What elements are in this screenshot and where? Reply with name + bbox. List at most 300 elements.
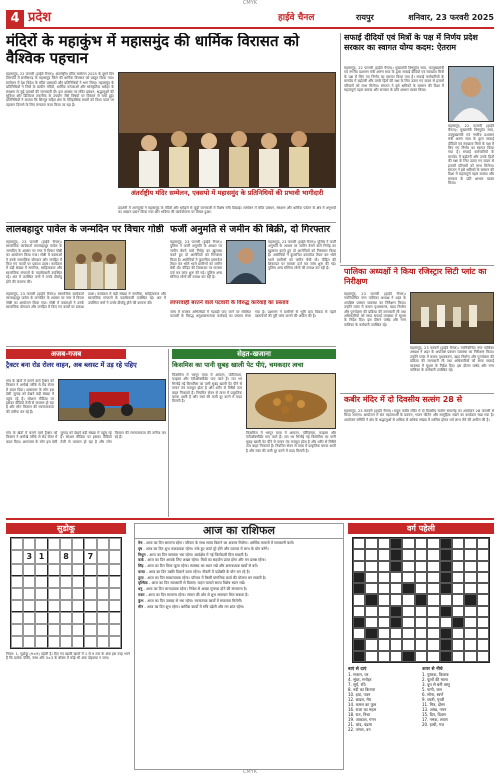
- crossword-cell[interactable]: [390, 628, 402, 639]
- sudoku-cell[interactable]: [35, 576, 47, 588]
- crossword-clue: 7. सूर्य, रवि: [348, 682, 366, 687]
- right-bottom-body: [344, 409, 494, 461]
- rashi-sign: वृष: [138, 546, 143, 551]
- rashi-item: कन्या - आज का दिन उन्नति दिलाने वाला रहेगा। नौकरी में पदोन्नति के योग बन रहे हैं।: [138, 569, 250, 574]
- crossword-cell[interactable]: [378, 617, 390, 628]
- crossword-block: [440, 651, 452, 662]
- crossword-cell[interactable]: [477, 606, 489, 617]
- crossword-block: [365, 594, 377, 605]
- crossword-cell[interactable]: [477, 572, 489, 583]
- crossword-block: [440, 606, 452, 617]
- crossword-clue: 9. धरती, पृथ्वी: [422, 697, 445, 702]
- crossword-cell[interactable]: [390, 583, 402, 594]
- rashi-sign: कन्या: [138, 569, 146, 574]
- sudoku-cell[interactable]: [84, 538, 96, 550]
- sudoku-cell[interactable]: [35, 600, 47, 612]
- rashi-item: धनु - आज का दिन लाभदायक रहेगा। निवेश से अच्छा मुनाफा होने की संभावना है।: [138, 587, 248, 592]
- crossword-block: [440, 639, 452, 650]
- portrait-image: [449, 67, 493, 121]
- sudoku-cell[interactable]: [97, 538, 109, 550]
- crossword-block: [390, 549, 402, 560]
- print-mark-bottom: CMYK: [242, 769, 258, 775]
- right-top-body-text: महासमुंद, 22 फरवरी (हाईवे चैनल)। मुख्यमंत्री विष्णुदेव साय, उपमुख्यमंत्री एवं नगरीय प्रशासन मंत्री अरुण साव के द्वारा सफाई दीदियों एवं स्वच्छता मित्रों के पक्ष में लिए गए निर्णय का स्वागत किया गया है। सफाई कर्मचारियों के मानदेय में बढ़ोतरी और उनके हितों की रक्षा के लिए उठाए गए कदम से हजारों परिवारों को लाभ मिलेगा। संगठन ने इसे श्रमिकों के सम्मान की दिशा में महत्वपूर्ण पहल बताया और सरकार के प्रति आभार व्यक्त किया।: [344, 66, 444, 93]
- crossword-cell[interactable]: [464, 651, 476, 662]
- crossword-cell[interactable]: [452, 572, 464, 583]
- crossword-cell[interactable]: [477, 594, 489, 605]
- sudoku-cell[interactable]: [35, 612, 47, 624]
- rashi-text: आज का दिन लाभदायक रहेगा। निवेश से अच्छा मुनाफा होने की संभावना है।: [146, 587, 248, 592]
- crossword-cell[interactable]: [353, 594, 365, 605]
- crossword-cell[interactable]: [378, 639, 390, 650]
- crossword-cell[interactable]: [390, 639, 402, 650]
- crossword-cell[interactable]: [353, 628, 365, 639]
- sudoku-cell[interactable]: [60, 588, 72, 600]
- crossword-cell[interactable]: [477, 538, 489, 549]
- crossword-cell[interactable]: [378, 572, 390, 583]
- sudoku-cell[interactable]: [11, 612, 23, 624]
- sudoku-cell[interactable]: [48, 538, 60, 550]
- sudoku-cell[interactable]: [109, 550, 121, 565]
- sudoku-cell[interactable]: [97, 612, 109, 624]
- sudoku-cell[interactable]: [23, 612, 35, 624]
- crossword-block: [415, 594, 427, 605]
- sudoku-cell[interactable]: [84, 612, 96, 624]
- crossword-cell[interactable]: [427, 639, 439, 650]
- crossword-cell[interactable]: [365, 549, 377, 560]
- crossword-cell[interactable]: [427, 617, 439, 628]
- sudoku-cell[interactable]: [35, 564, 47, 576]
- crossword-cell[interactable]: [464, 617, 476, 628]
- crossword-cell[interactable]: [452, 628, 464, 639]
- crossword-cell[interactable]: [415, 549, 427, 560]
- page-header: [6, 9, 494, 29]
- crossword-cell[interactable]: [464, 583, 476, 594]
- land-sub-body-text: जांच में राजस्व अभिलेखों में गड़बड़ी पाए जाने पर संबंधित पटवारी के विरुद्ध अनुशासनात्मक कार्रवाई का प्रस्ताव भेजा गया है। प्रशासन ने ग्रामीणों से भूमि क्रय विक्रय से पहले दस्तावेजों की पूरी जांच कराने की अपील की है।: [170, 310, 336, 319]
- crossword-block: [353, 651, 365, 662]
- land-body-left: [170, 240, 222, 298]
- sudoku-cell[interactable]: [60, 612, 72, 624]
- rashi-sign: मिथुन: [138, 552, 146, 557]
- section-divider-right: [340, 265, 494, 266]
- crossword-cell[interactable]: [378, 538, 390, 549]
- crossword-clue: 11. मित्र, दोस्त: [422, 702, 445, 707]
- sudoku-cell[interactable]: [109, 576, 121, 588]
- crossword-cell[interactable]: [365, 538, 377, 549]
- down-title: ऊपर से नीचे: [422, 667, 443, 672]
- crossword-block: [390, 617, 402, 628]
- crossword-cell[interactable]: [427, 538, 439, 549]
- newspaper-brand: हाईवे चैनल: [278, 13, 315, 23]
- section-divider-right-2: [340, 393, 494, 394]
- rashi-item: कुंभ - आज का दिन उत्साह से भरा रहेगा। रचनात्मक कार्यों में सफलता मिलेगी।: [138, 598, 243, 603]
- crossword-clue: 5. पानी, जल: [422, 687, 442, 692]
- right-mid-headline: पालिका अध्यक्षों ने किया रजिस्ट्रार सिटी प्लांट का निरीक्षण: [344, 267, 487, 286]
- rashi-text: आज का दिन सकारात्मक रहेगा। परिवार में किसी मांगलिक कार्य की योजना बन सकती है।: [147, 575, 267, 580]
- ajab-tag: अजब-गजब: [6, 349, 126, 359]
- lal-body-top-text: महासमुंद, 23 फरवरी (हाईवे चैनल)। सामाजिक कार्यकर्ता लालबहादुर पावेल के जन्मदिन के अवसर पर नगर में विचार गोष्ठी का आयोजन किया गया। गोष्ठी में वक्ताओं ने उनके सामाजिक योगदान और जनहित में किए गए कार्यों पर प्रकाश डाला। कार्यक्रम में बड़ी संख्या में नागरिक, साहित्यकार और सामाजिक संगठनों के पदाधिकारी उपस्थित रहे। अंत में उपस्थित जनों ने उनके दीर्घायु होने की कामना की।: [6, 240, 62, 284]
- sudoku-cell[interactable]: [72, 588, 84, 600]
- rashi-text: आज का दिन आपके लिए अच्छा रहेगा। मित्रों का सहयोग प्राप्त होगा और मन प्रसन्न रहेगा।: [147, 558, 266, 563]
- crossword-cell[interactable]: [390, 651, 402, 662]
- rashi-text: आज का दिन सामान्य रहेगा। संतान की ओर से शुभ समाचार मिल सकता है।: [148, 593, 249, 598]
- sudoku-cell[interactable]: [11, 538, 23, 550]
- sudoku-cell[interactable]: [48, 550, 60, 565]
- crossword-cell[interactable]: [452, 594, 464, 605]
- crossword-cell[interactable]: [427, 606, 439, 617]
- sudoku-cell[interactable]: [60, 636, 72, 648]
- sudoku-cell[interactable]: [11, 600, 23, 612]
- sudoku-cell[interactable]: 1: [35, 550, 47, 565]
- sudoku-cell[interactable]: [11, 576, 23, 588]
- crossword-clue: 15. दिन, दिवस: [422, 712, 446, 717]
- crossword-cell[interactable]: [427, 651, 439, 662]
- land-body-left-text: महासमुंद, 23 फरवरी (हाईवे चैनल)। पुलिस ने फर्जी अनुमति के आधार पर जमीन बेचने वाले गिरोह का खुलासा करते हुए दो आरोपियों को गिरफ्तार किया है। आरोपियों ने कूटरचित दस्तावेज तैयार कर भोले भाले ग्रामीणों को जमीन बेची थी। पीड़ित की शिकायत पर मामला दर्ज कर जांच शुरू की गई। पुलिस अन्य संलिप्त लोगों की तलाश कर रही है।: [170, 240, 222, 280]
- across-clue-list: [348, 672, 420, 732]
- sudoku-cell[interactable]: [72, 600, 84, 612]
- crossword-cell[interactable]: [353, 549, 365, 560]
- crossword-block: [440, 583, 452, 594]
- crossword-cell[interactable]: [415, 538, 427, 549]
- crossword-block: [353, 583, 365, 594]
- sudoku-cell[interactable]: [23, 624, 35, 636]
- sudoku-cell[interactable]: [72, 624, 84, 636]
- right-top-body-cont: [448, 124, 494, 262]
- crossword-cell[interactable]: [415, 561, 427, 572]
- sudoku-cell[interactable]: [97, 624, 109, 636]
- sudoku-cell[interactable]: 7: [84, 550, 96, 565]
- sudoku-cell[interactable]: [11, 564, 23, 576]
- land-photo-image: [227, 241, 265, 283]
- crossword-cell[interactable]: [452, 651, 464, 662]
- lead-body-text: महासमुंद, 22 फरवरी (हाईवे चैनल)। अंतर्राष्ट्रीय मंदिर सम्मेलन 2025 के दूसरे दिन तिरुपति में छत्तीसगढ़ के महासमुंद जिले की धार्मिक विरासत को प्रस्तुत किया गया। सम्मेलन में देश विदेश के मंदिर प्रबंधकों और प्रतिनिधियों ने भाग लिया। महासमुंद के प्रतिनिधियों ने जिले के प्राचीन मंदिरों, धार्मिक परंपराओं और सांस्कृतिक धरोहर के संरक्षण से जुड़े प्रयासों की जानकारी दी। इस अवसर पर मंदिर प्रबंधन, श्रद्धालुओं की सुविधा और डिजिटल तकनीक के उपयोग जैसे विषयों पर विस्तार से चर्चा हुई। प्रतिनिधियों ने बताया कि सिरपुर सहित क्षेत्र के ऐतिहासिक स्थलों को विश्व पटल पर पहचान दिलाने के लिए लगातार काम किया जा रहा है।: [6, 72, 114, 107]
- crossword-block: [402, 651, 414, 662]
- lal-body-text: महासमुंद, 23 फरवरी (हाईवे चैनल)। सामाजिक कार्यकर्ता लालबहादुर पावेल के जन्मदिन के अवसर पर नगर में विचार गोष्ठी का आयोजन किया गया। गोष्ठी में वक्ताओं ने उनके सामाजिक योगदान और जनहित में किए गए कार्यों पर प्रकाश डाला। कार्यक्रम में बड़ी संख्या में नागरिक, साहित्यकार और सामाजिक संगठनों के पदाधिकारी उपस्थित रहे। अंत में उपस्थित जनों ने उनके दीर्घायु होने की कामना की।: [6, 292, 166, 310]
- crossword-cell[interactable]: [427, 549, 439, 560]
- lead-photo-image: [119, 73, 335, 187]
- crossword-clue: 14. कमल का फूल: [348, 702, 377, 707]
- down-clues: [422, 666, 494, 770]
- page-number: 4: [6, 10, 24, 28]
- sudoku-cell[interactable]: [48, 612, 60, 624]
- crossword-cell[interactable]: [477, 549, 489, 560]
- sudoku-cell[interactable]: [72, 576, 84, 588]
- sudoku-title: सुडोकू: [6, 523, 126, 534]
- sudoku-cell[interactable]: [72, 550, 84, 565]
- sudoku-cell[interactable]: [109, 624, 121, 636]
- crossword-cell[interactable]: [415, 628, 427, 639]
- crossword-cell[interactable]: [378, 651, 390, 662]
- right-mid-body: [344, 292, 406, 390]
- sudoku-grid[interactable]: [10, 537, 122, 649]
- crossword-cell[interactable]: [378, 628, 390, 639]
- section-title: प्रदेश: [28, 10, 52, 25]
- crossword-cell[interactable]: [427, 583, 439, 594]
- rashi-text: आज का दिन शुभ रहेगा। धार्मिक कार्यों में रुचि बढ़ेगी और मन शांत रहेगा।: [146, 604, 245, 609]
- crossword-clue: 3. दूध से बनी वस्तु: [422, 682, 450, 687]
- crossword-cell[interactable]: [464, 538, 476, 549]
- crossword-cell[interactable]: [464, 606, 476, 617]
- crossword-clue: 4. सुंदर, मनोहर: [348, 677, 372, 682]
- right-mid-body-cont-text: महासमुंद, 23 फरवरी (हाईवे चैनल)। नवनिर्वाचित नगर पालिका अध्यक्ष ने शहर के अपशिष्ट प्रबंधन व्यवस्था का निरीक्षण किया। उन्होंने प्लांट में कचरा पृथक्करण, खाद निर्माण और पुनर्चक्रण की प्रक्रिया की जानकारी ली तथा अधिकारियों को साफ सफाई व्यवस्था में सुधार के निर्देश दिए। इस दौरान पार्षद और नगर पालिका के कर्मचारी उपस्थित रहे।: [410, 346, 494, 373]
- crossword-cell[interactable]: [452, 639, 464, 650]
- sudoku-cell[interactable]: [60, 576, 72, 588]
- crossword-block: [440, 572, 452, 583]
- crossword-cell[interactable]: [427, 594, 439, 605]
- crossword-cell[interactable]: [353, 561, 365, 572]
- sudoku-cell[interactable]: [35, 538, 47, 550]
- right-bottom-headline: कबीर मंदिर में दो दिवसीय सत्संग 28 से: [344, 395, 463, 404]
- crossword-cell[interactable]: [353, 538, 365, 549]
- crossword-cell[interactable]: [353, 606, 365, 617]
- crossword-cell[interactable]: [365, 561, 377, 572]
- sehat-tag: सेहत-खजाना: [172, 349, 336, 359]
- crossword-cell[interactable]: [378, 594, 390, 605]
- crossword-clue: 12. बादल, मेघ: [348, 697, 372, 702]
- crossword-cell[interactable]: [402, 594, 414, 605]
- crossword-cell[interactable]: [365, 651, 377, 662]
- sudoku-cell[interactable]: [35, 588, 47, 600]
- crossword-cell[interactable]: [402, 561, 414, 572]
- portrait-photo: [448, 66, 494, 122]
- crossword-title: वर्ग पहेली: [348, 523, 494, 534]
- crossword-cell[interactable]: [427, 561, 439, 572]
- sudoku-cell[interactable]: [84, 564, 96, 576]
- sudoku-cell[interactable]: [48, 636, 60, 648]
- sudoku-cell[interactable]: [11, 636, 23, 648]
- crossword-cell[interactable]: [415, 651, 427, 662]
- sudoku-cell[interactable]: [35, 624, 47, 636]
- crossword-cell[interactable]: [477, 583, 489, 594]
- rashifal-title: आज का राशिफल: [135, 524, 343, 539]
- crossword-cell[interactable]: [452, 583, 464, 594]
- sudoku-cell[interactable]: [72, 636, 84, 648]
- sudoku-cell[interactable]: [60, 538, 72, 550]
- sudoku-cell[interactable]: [48, 600, 60, 612]
- sudoku-cell[interactable]: [11, 550, 23, 565]
- sehat-body-right: [246, 431, 336, 513]
- ajab-body-left: [6, 379, 54, 429]
- sudoku-cell[interactable]: [23, 636, 35, 648]
- crossword-cell[interactable]: [402, 639, 414, 650]
- sudoku-cell[interactable]: [11, 588, 23, 600]
- crossword-cell[interactable]: [440, 617, 452, 628]
- crossword-cell[interactable]: [390, 594, 402, 605]
- sudoku-cell[interactable]: [48, 576, 60, 588]
- crossword-clue: 18. रात, निशा: [348, 712, 371, 717]
- land-subhead: लापरवाही बरतने वाले पटवारी के विरुद्ध कार्रवाई का प्रस्ताव: [170, 300, 289, 306]
- sudoku-cell[interactable]: [109, 538, 121, 550]
- ajab-body: [6, 431, 166, 513]
- crossword-clue: 8. नदी का किनारा: [348, 687, 376, 692]
- sudoku-cell[interactable]: [97, 636, 109, 648]
- sudoku-cell[interactable]: [84, 600, 96, 612]
- lead-body: [6, 72, 114, 218]
- crossword-clue: 17. नमक, लवण: [422, 717, 448, 722]
- crossword-clue: 16. राजा का महल: [348, 707, 377, 712]
- lead-photo: [118, 72, 336, 188]
- sudoku-cell[interactable]: [97, 588, 109, 600]
- crossword-cell[interactable]: [452, 549, 464, 560]
- sudoku-cell[interactable]: [109, 588, 121, 600]
- sudoku-cell[interactable]: [60, 600, 72, 612]
- sudoku-cell[interactable]: [84, 588, 96, 600]
- rashi-item: मकर - आज का दिन सामान्य रहेगा। संतान की ओर से शुभ समाचार मिल सकता है।: [138, 593, 249, 598]
- crossword-cell[interactable]: [402, 628, 414, 639]
- right-top-headline: सफाई दीदियों एवं मित्रों के पक्ष में निर्णय प्रदेश सरकार का स्वागत योग्य कदम: ऐतराम: [344, 33, 478, 52]
- crossword-block: [402, 583, 414, 594]
- crossword-block: [365, 628, 377, 639]
- sudoku-cell[interactable]: [48, 588, 60, 600]
- crossword-cell[interactable]: [415, 617, 427, 628]
- rashi-item: मीन - आज का दिन शुभ रहेगा। धार्मिक कार्यों में रुचि बढ़ेगी और मन शांत रहेगा।: [138, 604, 245, 609]
- sudoku-cell[interactable]: [84, 624, 96, 636]
- lal-body-top: [6, 240, 62, 288]
- right-top-body: [344, 66, 444, 262]
- sudoku-cell[interactable]: [23, 538, 35, 550]
- crossword-block: [353, 617, 365, 628]
- sudoku-cell[interactable]: [109, 600, 121, 612]
- crossword-cell[interactable]: [402, 617, 414, 628]
- crossword-cell[interactable]: [378, 606, 390, 617]
- crossword-cell[interactable]: [365, 617, 377, 628]
- rashi-text: आज का दिन सावधानी से बिताएं। वाहन चलाते समय विशेष ध्यान रखें।: [151, 581, 246, 586]
- crossword-cell[interactable]: [464, 549, 476, 560]
- section-divider-2: [6, 346, 336, 347]
- sudoku-cell[interactable]: [72, 564, 84, 576]
- sudoku-cell[interactable]: [72, 538, 84, 550]
- crossword-cell[interactable]: [477, 617, 489, 628]
- edition-date: शनिवार, 23 फरवरी 2025: [408, 13, 494, 22]
- crossword-cell[interactable]: [390, 572, 402, 583]
- sudoku-cell[interactable]: [109, 612, 121, 624]
- crossword-cell[interactable]: [477, 639, 489, 650]
- edition-city: रायपुर: [356, 13, 374, 22]
- rashi-item: मिथुन - आज का दिन व्यस्तता भरा रहेगा। कार्यक्षेत्र में नई जिम्मेदारी मिल सकती है।: [138, 552, 248, 557]
- crossword-cell[interactable]: [365, 606, 377, 617]
- crossword-cell[interactable]: [464, 628, 476, 639]
- sudoku-cell[interactable]: [109, 564, 121, 576]
- crossword-cell[interactable]: [402, 549, 414, 560]
- rashi-item: वृश्चिक - आज का दिन सावधानी से बिताएं। वाहन चलाते समय विशेष ध्यान रखें।: [138, 581, 246, 586]
- sudoku-cell[interactable]: [48, 564, 60, 576]
- crossword-cell[interactable]: [464, 572, 476, 583]
- sudoku-cell[interactable]: [23, 576, 35, 588]
- crossword-clue: 10. हवा, पवन: [348, 692, 371, 697]
- crossword-cell[interactable]: [427, 628, 439, 639]
- crossword-cell[interactable]: [415, 583, 427, 594]
- crossword-block: [440, 628, 452, 639]
- sehat-body-left-text: किसमिस में भरपूर मात्रा में आयरन, पोटैशियम, फाइबर और एंटीऑक्सीडेंट पाए जाते हैं। रात भर भिगोई गई किसमिस का पानी सुबह खाली पेट पीने से पाचन तंत्र मजबूत होता है और शरीर से विषैले तत्व बाहर निकलते हैं। नियमित सेवन से त्वचा में प्राकृतिक चमक आती है और रक्त की कमी दूर करने में मदद मिलती है।: [172, 373, 242, 404]
- crossword-cell[interactable]: [452, 561, 464, 572]
- sudoku-cell[interactable]: [97, 550, 109, 565]
- sudoku-rules: [6, 652, 130, 690]
- sudoku-cell[interactable]: [23, 564, 35, 576]
- rashi-item: वृष - आज का दिन शुभ फलदायक रहेगा। रुके हुए कार्य पूरे होंगे और व्यापार में लाभ के योग बनेंगे।: [138, 546, 269, 551]
- sudoku-cell[interactable]: [11, 624, 23, 636]
- crossword-block: [353, 572, 365, 583]
- rashi-item: मेष - आज का दिन सामान्य रहेगा। परिवार के साथ समय बिताने का अवसर मिलेगा। आर्थिक मामलों में सावधानी बरतें।: [138, 541, 295, 545]
- rashi-sign: मेष: [138, 541, 143, 545]
- sudoku-cell[interactable]: [23, 588, 35, 600]
- crossword-clue: 6. सोना, स्वर्ण: [422, 692, 444, 697]
- sudoku-cell[interactable]: [23, 600, 35, 612]
- land-sub-body: [170, 310, 336, 342]
- sehat-headline: किसमिस का पानी सुबह खाली पेट पीएं, चमकदार त्वचा: [172, 361, 304, 369]
- crossword-cell[interactable]: [440, 594, 452, 605]
- crossword-cell[interactable]: [365, 583, 377, 594]
- sudoku-cell[interactable]: [35, 636, 47, 648]
- crossword-cell[interactable]: [415, 606, 427, 617]
- rashi-item: तुला - आज का दिन सकारात्मक रहेगा। परिवार में किसी मांगलिक कार्य की योजना बन सकती है।: [138, 575, 267, 580]
- crossword-cell[interactable]: [477, 561, 489, 572]
- crossword-cell[interactable]: [365, 572, 377, 583]
- crossword-cell[interactable]: [452, 538, 464, 549]
- crossword-cell[interactable]: [378, 583, 390, 594]
- crossword-clue: 19. आकाश, गगन: [348, 717, 376, 722]
- sudoku-cell[interactable]: 8: [60, 550, 72, 565]
- crossword-cell[interactable]: [402, 538, 414, 549]
- rashi-sign: सिंह: [138, 564, 144, 569]
- column-divider: [340, 33, 341, 263]
- crossword-cell[interactable]: [464, 639, 476, 650]
- crossword-cell[interactable]: [415, 639, 427, 650]
- crossword-cell[interactable]: [402, 606, 414, 617]
- crossword-cell[interactable]: [378, 549, 390, 560]
- lead-below-photo: [118, 206, 336, 218]
- crossword-cell[interactable]: [452, 606, 464, 617]
- sudoku-cell[interactable]: [60, 564, 72, 576]
- right-mid-body-text: महासमुंद, 23 फरवरी (हाईवे चैनल)। नवनिर्वाचित नगर पालिका अध्यक्ष ने शहर के अपशिष्ट प्रबंधन व्यवस्था का निरीक्षण किया। उन्होंने प्लांट में कचरा पृथक्करण, खाद निर्माण और पुनर्चक्रण की प्रक्रिया की जानकारी ली तथा अधिकारियों को साफ सफाई व्यवस्था में सुधार के निर्देश दिए। इस दौरान पार्षद और नगर पालिका के कर्मचारी उपस्थित रहे।: [344, 292, 406, 327]
- crossword-cell[interactable]: [415, 572, 427, 583]
- crossword-cell[interactable]: [378, 561, 390, 572]
- sudoku-cell[interactable]: [84, 636, 96, 648]
- lal-photo: [64, 240, 126, 290]
- crossword-cell[interactable]: [477, 651, 489, 662]
- rashifal-list: [135, 539, 343, 612]
- crossword-clue: 21. चांद, चंद्रमा: [348, 722, 372, 727]
- sudoku-cell[interactable]: [60, 624, 72, 636]
- crossword-cell[interactable]: [477, 628, 489, 639]
- crossword-clue: 20. हाथी, गज: [422, 722, 445, 727]
- lead-headline: मंदिरों के महाकुंभ में महासमुंद की धार्मिक विरासत को वैश्विक पहचान: [6, 33, 300, 67]
- rashifal-box: [134, 523, 344, 770]
- crossword-cell[interactable]: [427, 572, 439, 583]
- sudoku-cell[interactable]: [97, 576, 109, 588]
- rashi-item: कर्क - आज का दिन आपके लिए अच्छा रहेगा। मित्रों का सहयोग प्राप्त होगा और मन प्रसन्न रहेगा।: [138, 558, 266, 563]
- sudoku-cell[interactable]: [84, 576, 96, 588]
- crossword-cell[interactable]: [464, 561, 476, 572]
- sudoku-cell[interactable]: 3: [23, 550, 35, 565]
- sehat-body-right-text: किसमिस में भरपूर मात्रा में आयरन, पोटैशियम, फाइबर और एंटीऑक्सीडेंट पाए जाते हैं। रात भर भिगोई गई किसमिस का पानी सुबह खाली पेट पीने से पाचन तंत्र मजबूत होता है और शरीर से विषैले तत्व बाहर निकलते हैं। नियमित सेवन से त्वचा में प्राकृतिक चमक आती है और रक्त की कमी दूर करने में मदद मिलती है।: [246, 431, 336, 453]
- crossword-clue: 2. फूलों की माला: [422, 677, 448, 682]
- right-top-body-cont-text: महासमुंद, 22 फरवरी (हाईवे चैनल)। मुख्यमंत्री विष्णुदेव साय, उपमुख्यमंत्री एवं नगरीय प्रशासन मंत्री अरुण साव के द्वारा सफाई दीदियों एवं स्वच्छता मित्रों के पक्ष में लिए गए निर्णय का स्वागत किया गया है। सफाई कर्मचारियों के मानदेय में बढ़ोतरी और उनके हितों की रक्षा के लिए उठाए गए कदम से हजारों परिवारों को लाभ मिलेगा। संगठन ने इसे श्रमिकों के सम्मान की दिशा में महत्वपूर्ण पहल बताया और सरकार के प्रति आभार व्यक्त किया।: [448, 124, 494, 186]
- land-photo: [226, 240, 266, 284]
- sudoku-cell[interactable]: [109, 636, 121, 648]
- crossword-cell[interactable]: [365, 639, 377, 650]
- sudoku-cell[interactable]: [97, 564, 109, 576]
- rashi-text: आज का दिन उत्साह से भरा रहेगा। रचनात्मक कार्यों में सफलता मिलेगी।: [147, 598, 243, 603]
- crossword-grid[interactable]: [352, 537, 490, 663]
- sudoku-cell[interactable]: [72, 612, 84, 624]
- rashi-text: आज का दिन सामान्य रहेगा। परिवार के साथ समय बिताने का अवसर मिलेगा। आर्थिक मामलों में सावधानी बरतें।: [146, 541, 295, 545]
- crossword-block: [390, 606, 402, 617]
- rashi-text: आज का दिन मिला जुला रहेगा। स्वास्थ्य का ध्यान रखें और अनावश्यक खर्चों से बचें।: [147, 564, 258, 569]
- crossword-cell[interactable]: [402, 572, 414, 583]
- sudoku-cell[interactable]: [48, 624, 60, 636]
- sehat-body-left: [172, 373, 242, 513]
- sudoku-cell[interactable]: [97, 600, 109, 612]
- ajab-body-text: गांव के खेतों में चलने वाले ट्रैक्टर को किसान ने अनोखे तरीके से रोड रोलर में बदल दिया। आसपास के लोग इस देसी जुगाड़ को देखने बड़ी संख्या में पहुंच रहे हैं। सोशल मीडिया पर इसका वीडियो तेजी से वायरल हो रहा है और लोग किसान की रचनात्मकता की तारीफ कर रहे हैं।: [6, 431, 166, 444]
